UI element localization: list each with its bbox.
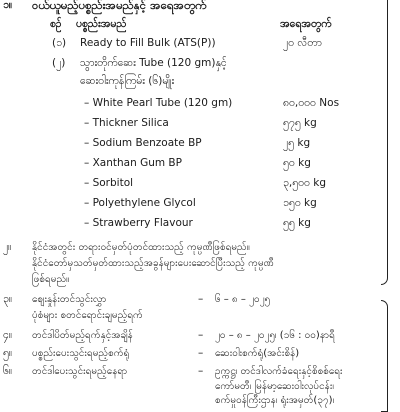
- item-4-value: ၂၀ – ၈ – ၂၀၂၅၊ (၁၆ : ၀၀)နာရီ: [215, 330, 335, 341]
- sub-item-name: – Xanthan Gum BP: [84, 157, 182, 169]
- sub-item-name: – Sorbitol: [84, 177, 134, 189]
- item-5-number: ၅။: [3, 347, 13, 359]
- row-2-item-line2: ဆေးဝါးကုန်ကြမ်း (၆)မျိုး: [80, 75, 175, 87]
- item-3-number: ၃။: [3, 293, 13, 305]
- item-3-label-line1: ဈေးနှုန်းတင်သွင်းလွှာ: [32, 294, 107, 305]
- sub-item-name: – White Pearl Tube (120 gm): [84, 97, 233, 109]
- sub-item-name: – Polyethylene Glycol: [84, 197, 196, 209]
- item-5-value: ဆေးဝါးစက်ရုံ(အင်းစိန်): [215, 348, 300, 359]
- sub-item-qty: ၃,၅၀၀ kg: [283, 177, 327, 189]
- col-header-qty: အရေအတွက်: [280, 18, 332, 30]
- section-number: ၁။: [3, 0, 13, 11]
- item-4-number: ၄။: [3, 329, 13, 341]
- item-3-dash: –: [198, 293, 204, 305]
- item-4-dash: –: [198, 329, 204, 341]
- sub-item-name: – Strawberry Flavour: [84, 217, 193, 229]
- sub-item-name: – Thickner Silica: [84, 117, 169, 129]
- item-2-line2: နိုင်ငံတော်မှသတ်မှတ်ထားသည့်အခွန်များပေးဆောင်ပြီးသည့် ကုမ္ပဏီ: [32, 258, 274, 269]
- item-3-label-line2: ပုံစံများ စတင်ရောင်းချမည့်ရက်: [32, 310, 143, 321]
- border-frame-lower: [381, 300, 388, 412]
- sub-item-qty: ၁၅၀ kg: [283, 197, 317, 209]
- row-1-item: Ready to Fill Bulk (ATS(P)): [80, 37, 216, 49]
- item-6-label: တင်ဒါပေးသွင်းရမည့်နေရာ: [32, 366, 128, 377]
- item-6-value-line1: ဥက္ကဋ္ဌ၊ တင်ဒါလက်ခံရေးနှင့်စိစစ်ရေး: [215, 366, 343, 377]
- sub-item-qty: ၅၀ kg: [283, 157, 311, 169]
- item-5-dash: –: [198, 347, 204, 359]
- col-header-item: ပစ္စည်းအမည်: [76, 18, 127, 30]
- item-6-value-line3: စက်မှုဝန်ကြီးဌာန၊ ရုံးအမှတ်(၃၇)၊: [215, 395, 335, 406]
- item-2-number: ၂။: [3, 241, 12, 253]
- item-2-line1: နိုင်ငံအတွင်း တရားဝင်မှတ်ပုံတင်ထားသည့် ကုမ္ပဏီဖြစ်ရမည်။: [32, 242, 250, 253]
- item-5-label: ပစ္စည်းပေးသွင်းရမည့်စက်ရုံ: [32, 348, 130, 359]
- section-title: ဝယ်ယူမည့်ပစ္စည်းအမည်နှင့် အရေအတွက်: [32, 0, 207, 12]
- border-frame-upper: [381, 0, 388, 285]
- item-4-label: တင်ဒါပိတ်မည့်ရက်နှင့်အချိန်: [32, 330, 133, 341]
- item-3-value: ၆ – ၈ – ၂၀၂၅: [215, 294, 271, 305]
- col-header-no: စဉ်: [50, 18, 62, 30]
- sub-item-qty: ၅၇၅ kg: [283, 117, 317, 129]
- item-6-value-line2: ကော်မတီ၊ မြန်မာ့ဆေးဝါးလုပ်ငန်း၊: [215, 381, 334, 392]
- row-2-item-line1: သွားတိုက်ဆေး Tube (120 gm)နှင့်: [80, 57, 227, 69]
- item-6-dash: –: [198, 365, 204, 377]
- item-6-number: ၆။: [3, 365, 13, 377]
- sub-item-qty: ၈၀,၀၀၀ Nos: [283, 97, 340, 109]
- item-2-line3: ဖြစ်ရမည်။: [32, 274, 70, 285]
- sub-item-qty: ၂၅ kg: [283, 137, 311, 149]
- row-1-qty: ၂၀ လီတာ: [283, 37, 322, 49]
- row-1-no: (၁): [52, 37, 67, 49]
- row-2-no: (၂): [52, 57, 66, 69]
- sub-item-name: – Sodium Benzoate BP: [84, 137, 202, 149]
- sub-item-qty: ၅၅ kg: [283, 217, 311, 229]
